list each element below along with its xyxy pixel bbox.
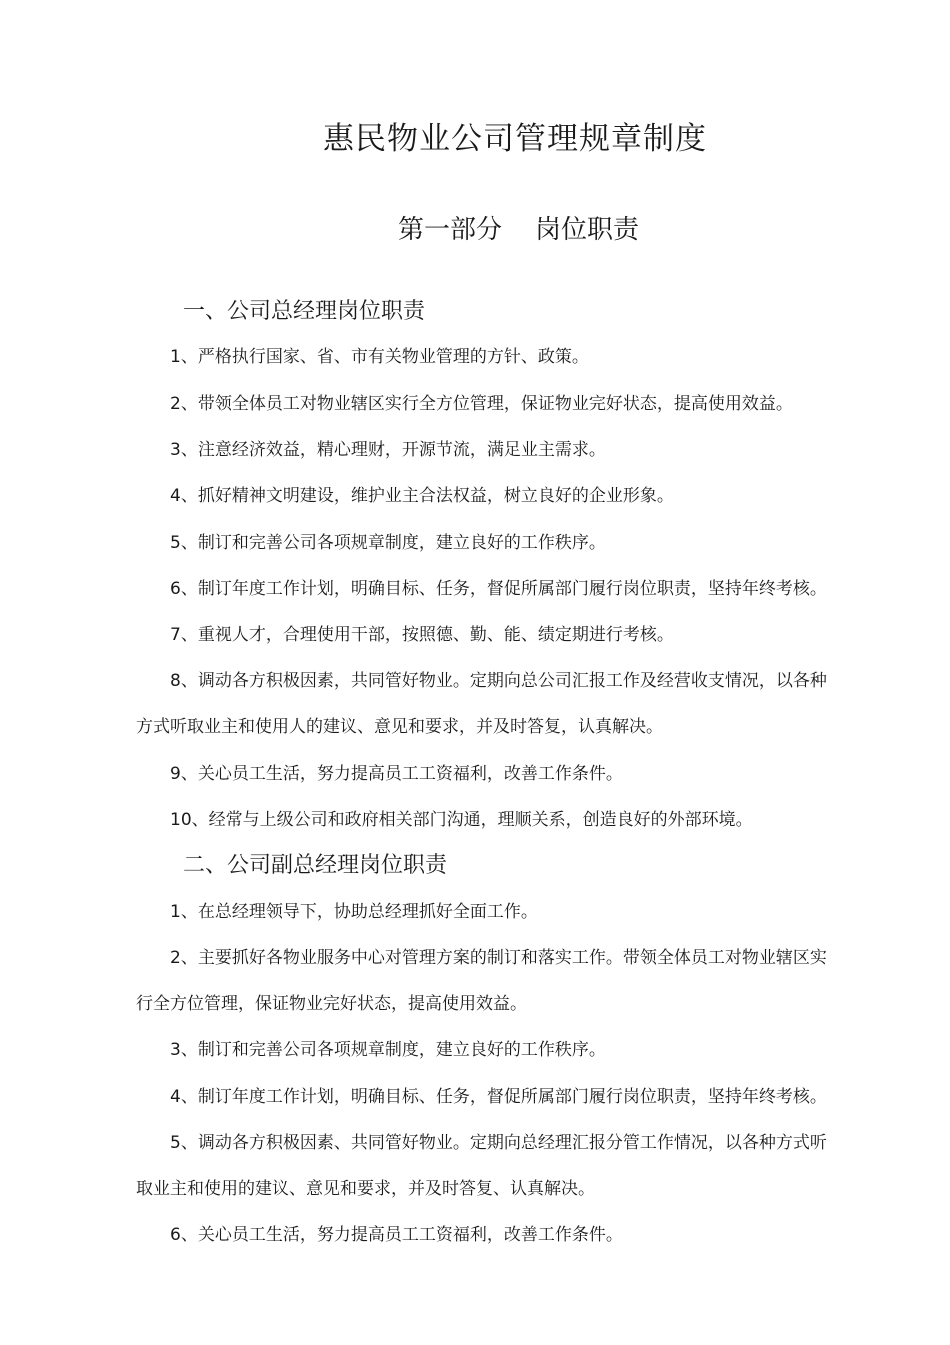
duty-item: 6、制订年度工作计划，明确目标、任务，督促所属部门履行岗位职责，坚持年终考核。	[170, 579, 827, 599]
duty-item: 10、经常与上级公司和政府相关部门沟通，理顺关系，创造良好的外部环境。	[170, 810, 753, 830]
part-title: 第一部分 岗位职责	[398, 215, 640, 245]
section-heading-deputy-general-manager: 二、公司副总经理岗位职责	[183, 853, 448, 878]
duty-item: 7、重视人才，合理使用干部，按照德、勤、能、绩定期进行考核。	[170, 625, 674, 645]
duty-item: 4、抓好精神文明建设，维护业主合法权益，树立良好的企业形象。	[170, 486, 674, 506]
document-title: 惠民物业公司管理规章制度	[323, 121, 707, 157]
duty-item: 2、主要抓好各物业服务中心对管理方案的制订和落实工作。带领全体员工对物业辖区实	[170, 948, 827, 968]
duty-item-continuation: 取业主和使用的建议、意见和要求，并及时答复、认真解决。	[136, 1179, 595, 1199]
duty-item: 1、严格执行国家、省、市有关物业管理的方针、政策。	[170, 347, 589, 367]
duty-item: 3、注意经济效益，精心理财，开源节流，满足业主需求。	[170, 440, 606, 460]
section-heading-general-manager: 一、公司总经理岗位职责	[183, 299, 426, 324]
duty-item: 9、关心员工生活，努力提高员工工资福利，改善工作条件。	[170, 764, 623, 784]
duty-item: 2、带领全体员工对物业辖区实行全方位管理，保证物业完好状态，提高使用效益。	[170, 394, 793, 414]
duty-item-continuation: 方式听取业主和使用人的建议、意见和要求，并及时答复，认真解决。	[136, 717, 663, 737]
duty-item: 4、制订年度工作计划，明确目标、任务，督促所属部门履行岗位职责，坚持年终考核。	[170, 1087, 827, 1107]
duty-item-continuation: 行全方位管理，保证物业完好状态，提高使用效益。	[136, 994, 527, 1014]
duty-item: 1、在总经理领导下，协助总经理抓好全面工作。	[170, 902, 538, 922]
duty-item: 5、调动各方积极因素、共同管好物业。定期向总经理汇报分管工作情况，以各种方式听	[170, 1133, 827, 1153]
duty-item: 3、制订和完善公司各项规章制度，建立良好的工作秩序。	[170, 1040, 606, 1060]
duty-item: 8、调动各方积极因素，共同管好物业。定期向总公司汇报工作及经营收支情况，以各种	[170, 671, 827, 691]
duty-item: 6、关心员工生活，努力提高员工工资福利，改善工作条件。	[170, 1225, 623, 1245]
duty-item: 5、制订和完善公司各项规章制度，建立良好的工作秩序。	[170, 533, 606, 553]
